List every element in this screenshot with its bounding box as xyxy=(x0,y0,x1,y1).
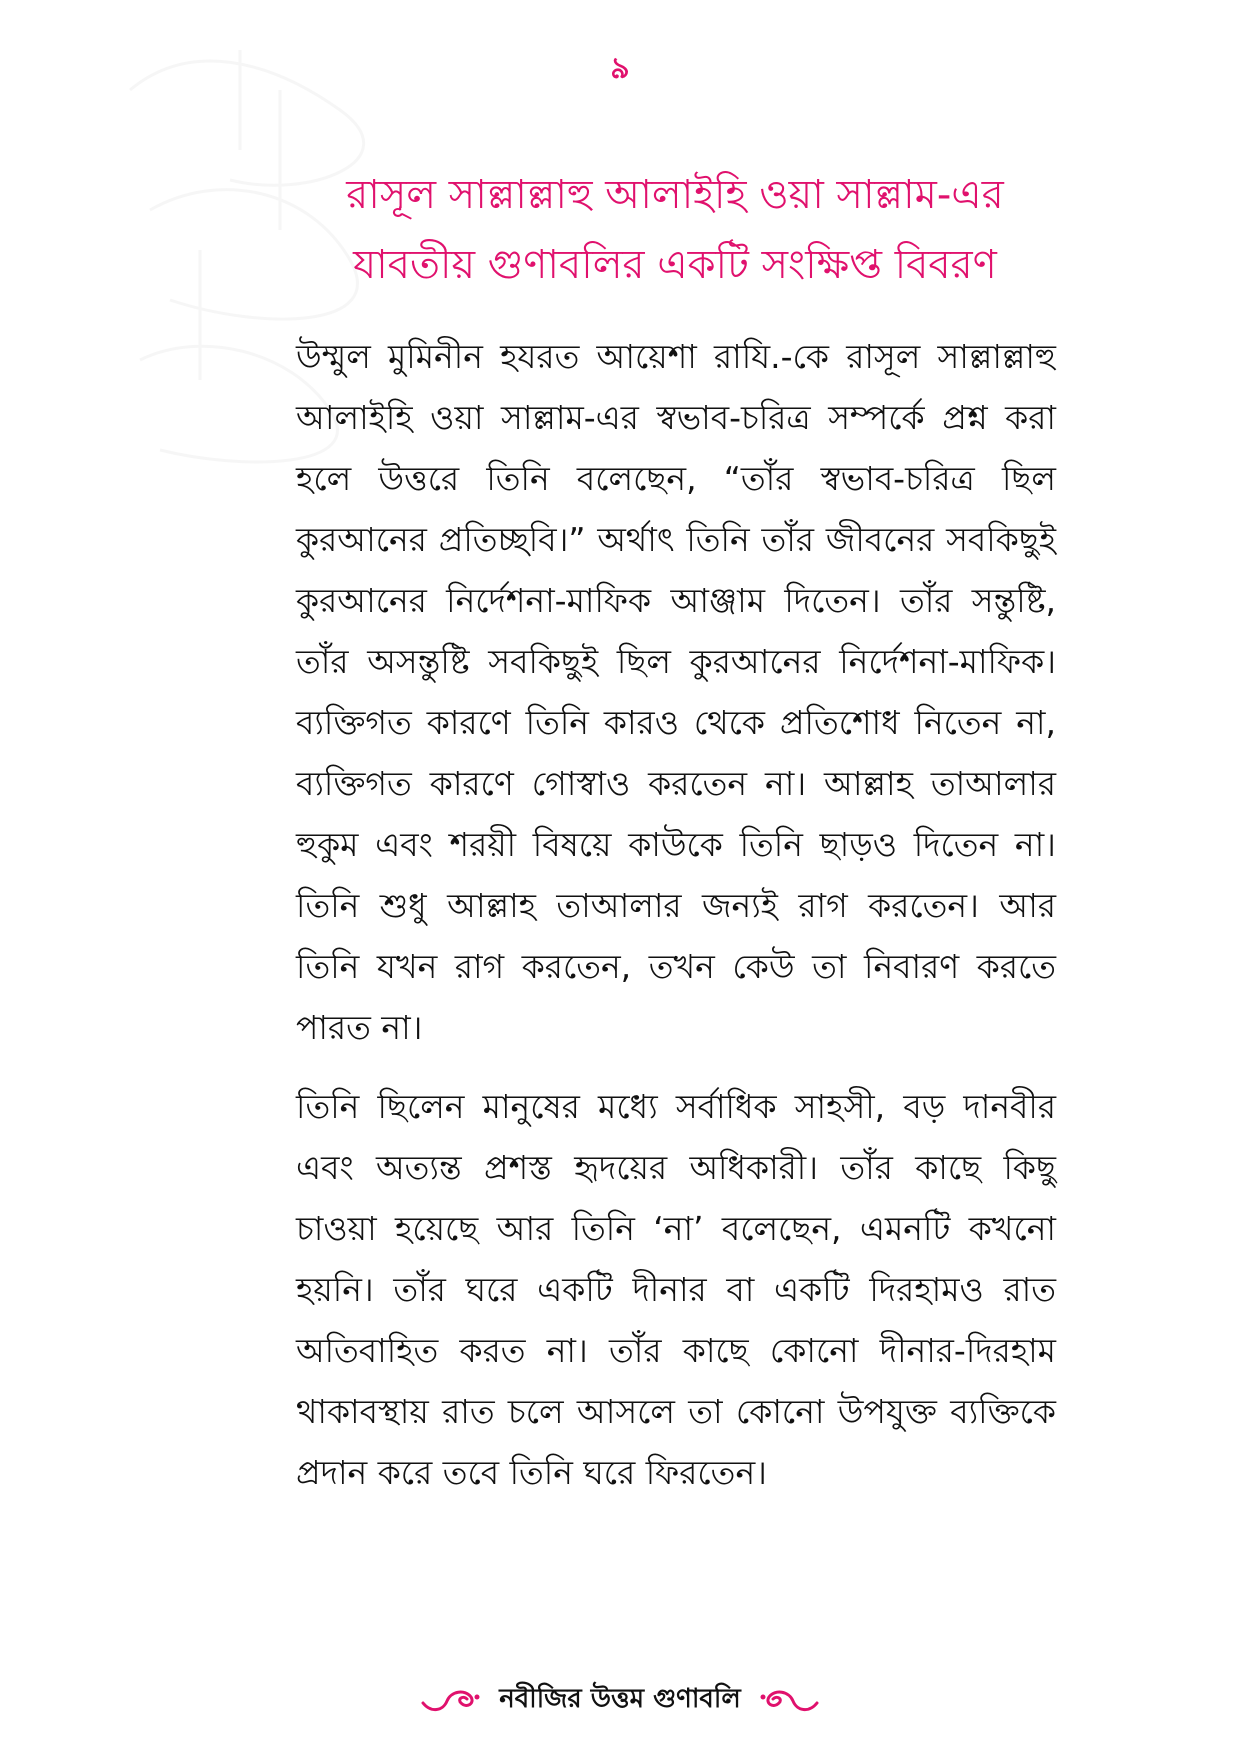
body-paragraph-1: উম্মুল মুমিনীন হযরত আয়েশা রাযি.-কে রাসূল সাল্লাল্লাহু আলাইহি ওয়া সাল্লাম-এর স্বভাব-চরিত্র সম্পর্কে প্রশ্ন করা হলে উত্তরে তিনি বলেছেন, “তাঁর স্বভাব-চরিত্র ছিল কুরআনের প্রতিচ্ছবি।” অর্থাৎ তিনি তাঁর জীবনের সবকিছুই কুরআনের নির্দেশনা-মাফিক আঞ্জাম দিতেন। তাঁর সন্তুষ্টি, তাঁর অসন্তুষ্টি সবকিছুই ছিল কুরআনের নির্দেশনা-মাফিক। ব্যক্তিগত কারণে তিনি কারও থেকে প্রতিশোধ নিতেন না, ব্যক্তিগত কারণে গোস্বাও করতেন না। আল্লাহ তাআলার হুকুম এবং শরয়ী বিষয়ে কাউকে তিনি ছাড়ও দিতেন না। তিনি শুধু আল্লাহ তাআলার জন্যই রাগ করতেন। আর তিনি যখন রাগ করতেন, তখন কেউ তা নিবারণ করতে পারত না। xyxy=(296,337,1056,1047)
chapter-title xyxy=(280,160,1070,300)
left-flourish-icon xyxy=(421,1685,481,1715)
right-flourish-icon xyxy=(759,1685,819,1715)
running-footer xyxy=(0,1680,1240,1720)
chapter-title-line-1: রাসূল সাল্লাল্লাহু আলাইহি ওয়া সাল্লাম-এর xyxy=(346,172,1004,218)
body-paragraph-2: তিনি ছিলেন মানুষের মধ্যে সর্বাধিক সাহসী, বড় দানবীর এবং অত্যন্ত প্রশস্ত হৃদয়ের অধিকারী। তাঁর কাছে কিছু চাওয়া হয়েছে আর তিনি ‘না’ বলেছেন, এমনটি কখনো হয়নি। তাঁর ঘরে একটি দীনার বা একটি দিরহামও রাত অতিবাহিত করত না। তাঁর কাছে কোনো দীনার-দিরহাম থাকাবস্থায় রাত চলে আসলে তা কোনো উপযুক্ত ব্যক্তিকে প্রদান করে তবে তিনি ঘরে ফিরতেন। xyxy=(296,1087,1056,1492)
chapter-title-line-2: যাবতীয় গুণাবলির একটি সংক্ষিপ্ত বিবরণ xyxy=(353,242,997,288)
page-number: ৯ xyxy=(610,51,630,86)
footer-book-title: নবীজির উত্তম গুণাবলি xyxy=(499,1684,741,1714)
